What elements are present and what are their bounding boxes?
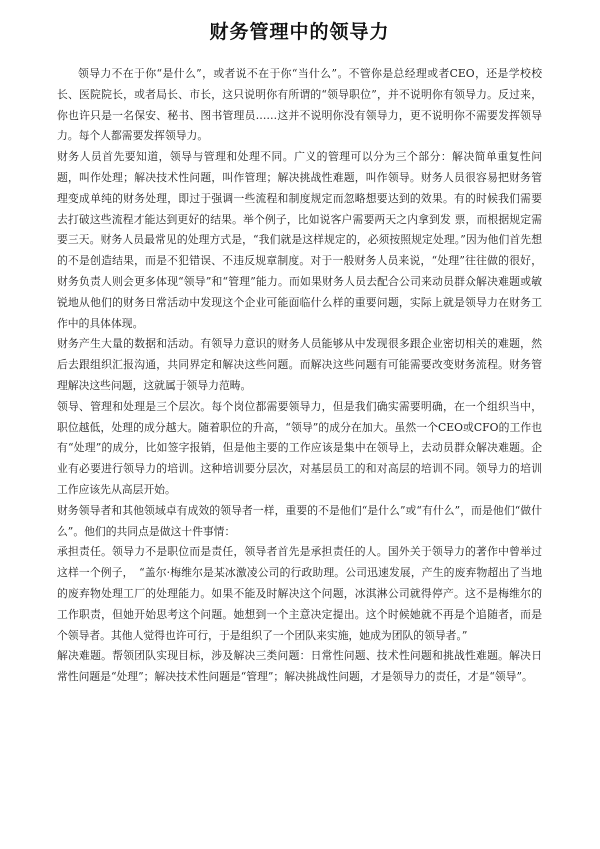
paragraph: 财务人员首先要知道，领导与管理和处理不同。广义的管理可以分为三个部分：解决简单重复性问题，叫作处理；解决技术性问题，叫作管理；解决挑战性难题，叫作领导。财务人员很容易把财务管理变成单纯的财务处理，即过于强调一些流程和制度规定而忽略想要达到的效果。有的时候我们需要去打破这些流程才能达到更好的结果。举个例子，比如说客户需要两天之内拿到发 票，而根据规定需要三天。财务人员最常见的处理方式是，“我们就是这样规定的，必须按照规定处理。”因为他们首先想的不是创造结果，而是不犯错误、不违反规章制度。对于一般财务人员来说，“处理”往往做的很好，财务负责人则会更多体现“领导”和“管理”能力。而如果财务人员去配合公司来动员群众解决难题或敏锐地从他们的财务日常活动中发现这个企业可能面临什么样的重要问题，实际上就是领导力在财务工作中的具体体现。 [57, 150, 542, 330]
document-title: 财务管理中的领导力 [209, 21, 390, 43]
paragraph: 领导、管理和处理是三个层次。每个岗位都需要领导力，但是我们确实需要明确，在一个组织当中，职位越低，处理的成分越大。随着职位的升高，“领导”的成分在加大。虽然一个CEO或CFO的工作也有“处理”的成分，比如签字报销，但是他主要的工作应该是集中在领导上，去动员群众解决难题。企业有必要进行领导力的培训。这种培训要分层次，对基层员工的和对高层的培训不同。领导力的培训工作应该先从高层开始。 [57, 399, 542, 496]
paragraph: 领导力不在于你“是什么”，或者说不在于你“当什么”。不管你是总经理或者CEO，还是学校校长、医院院长，或者局长、市长，这只说明你有所谓的“领导职位”，并不说明你有领导力。反过来，你也许只是一名保安、秘书、图书管理员……这并不说明你没有领导力，更不说明你不需要发挥领导力。每个人都需要发挥领导力。 [57, 67, 542, 143]
paragraph: 财务产生大量的数据和活动。有领导力意识的财务人员能够从中发现很多跟企业密切相关的难题，然后去跟组织汇报沟通，共同界定和解决这些问题。而解决这些问题有可能需要改变财务流程。财务管理解决这些问题，这就属于领导力范畴。 [57, 337, 542, 392]
document-body [57, 64, 542, 688]
paragraph: 解决难题。帮领团队实现目标，涉及解决三类问题：日常性问题、技术性问题和挑战性难题。解决日常性问题是“处理”；解决技术性问题是“管理”；解决挑战性问题，才是领导力的责任，才是“领导”。 [57, 649, 542, 684]
paragraph: 财务领导者和其他领域卓有成效的领导者一样，重要的不是他们“是什么”或“有什么”，而是他们“做什么”。他们的共同点是做这十件事情： [57, 503, 542, 538]
paragraph: 承担责任。领导力不是职位而是责任，领导者首先是承担责任的人。国外关于领导力的著作中曾举过这样一个例子， “盖尔·梅维尔是某冰激凌公司的行政助理。公司迅速发展，产生的废弃物超出了当地的废弃物处理工厂的处理能力。如果不能及时解决这个问题，冰淇淋公司就得停产。这不是梅维尔的工作职责，但她开始思考这个问题。她想到一个主意决定提出。这个时候她就不再是个追随者，而是个领导者。其他人觉得也许可行，于是组织了一个团队来实施，她成为团队的领导者。” [57, 545, 542, 642]
